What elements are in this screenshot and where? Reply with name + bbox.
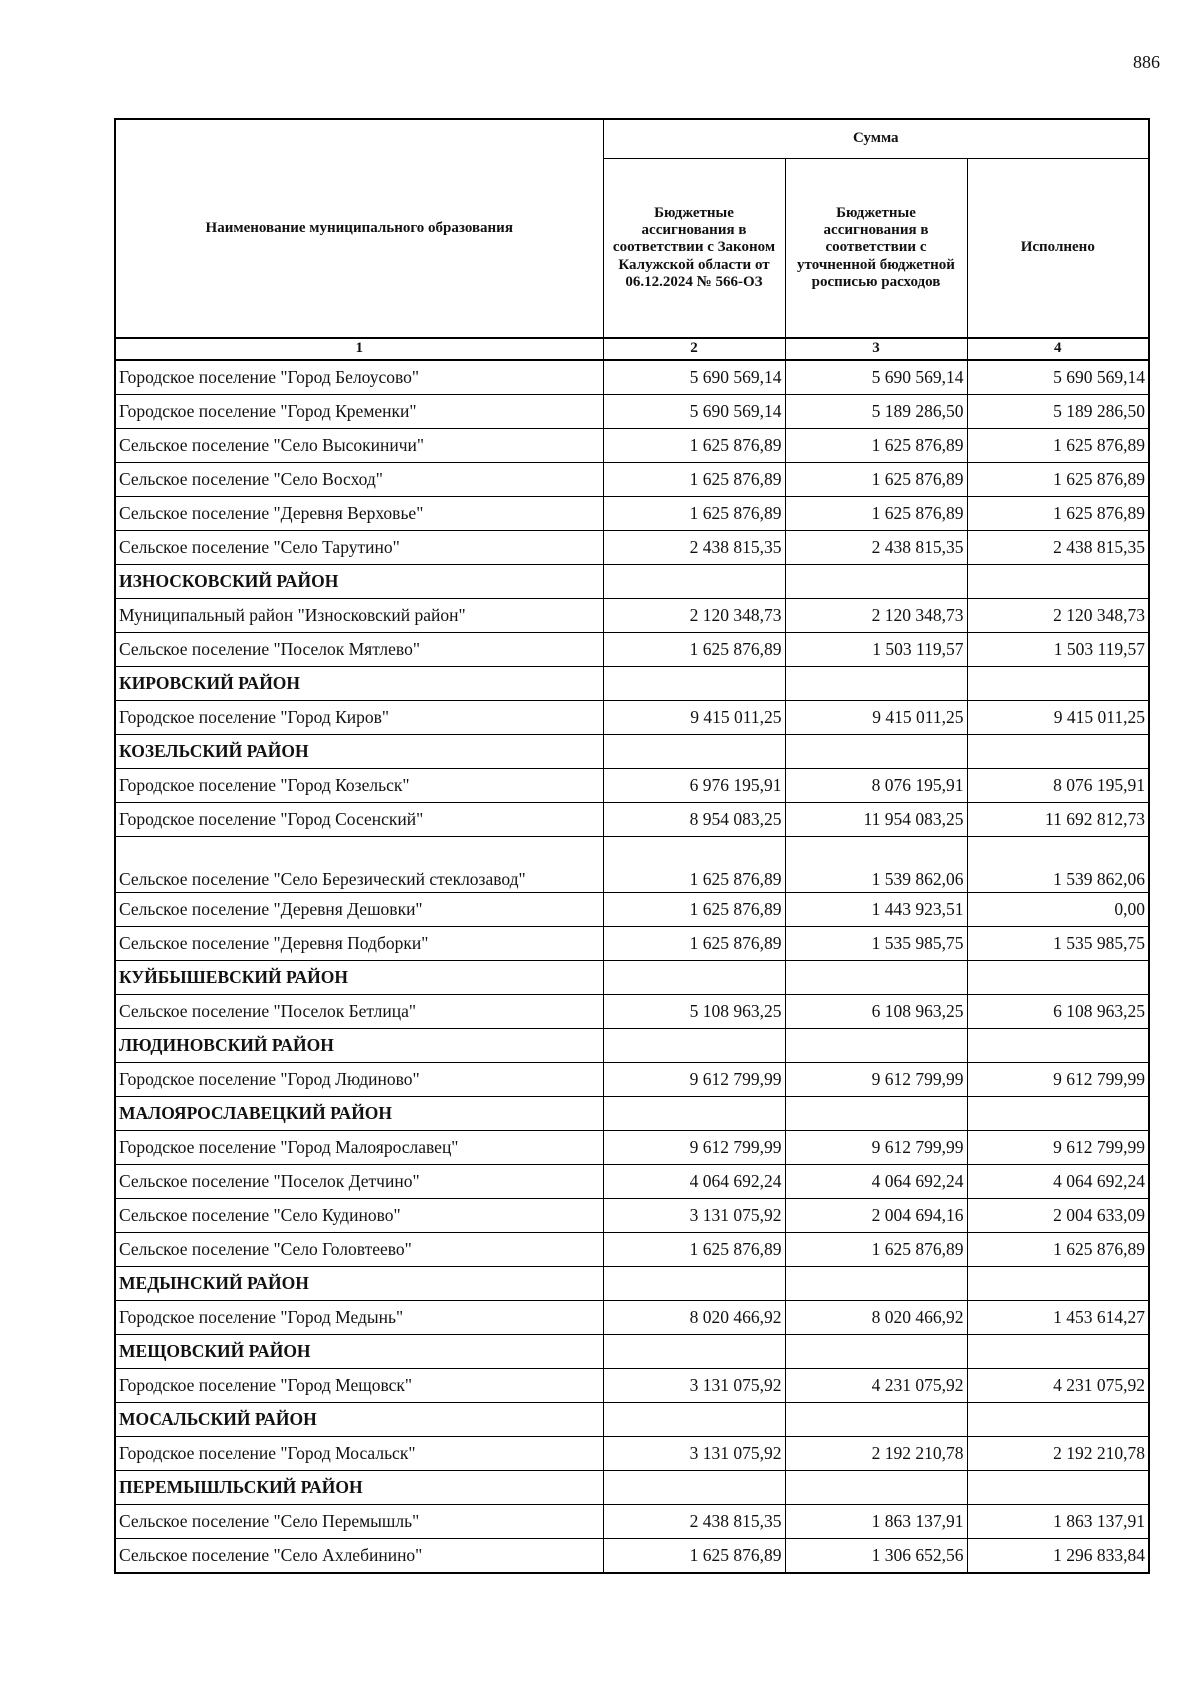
row-refined-amount: 1 625 876,89 xyxy=(785,497,967,531)
row-planned-amount: 9 612 799,99 xyxy=(603,1063,785,1097)
row-executed-amount: 1 503 119,57 xyxy=(967,633,1149,667)
row-executed-amount: 2 438 815,35 xyxy=(967,531,1149,565)
district-header-row xyxy=(115,1471,1149,1505)
table-row xyxy=(115,893,1149,927)
row-planned-amount: 3 131 075,92 xyxy=(603,1199,785,1233)
row-name: Сельское поселение "Поселок Бетлица" xyxy=(115,995,603,1029)
table-row xyxy=(115,633,1149,667)
row-refined-amount: 8 076 195,91 xyxy=(785,769,967,803)
row-refined-amount: 1 443 923,51 xyxy=(785,893,967,927)
row-planned-amount xyxy=(603,1403,785,1437)
row-executed-amount xyxy=(967,1029,1149,1063)
row-planned-amount: 6 976 195,91 xyxy=(603,769,785,803)
row-executed-amount: 1 863 137,91 xyxy=(967,1505,1149,1539)
table-row xyxy=(115,599,1149,633)
row-executed-amount xyxy=(967,1335,1149,1369)
row-executed-amount xyxy=(967,1403,1149,1437)
row-name: Городское поселение "Город Козельск" xyxy=(115,769,603,803)
row-refined-amount xyxy=(785,667,967,701)
row-refined-amount: 1 625 876,89 xyxy=(785,463,967,497)
row-executed-amount: 4 064 692,24 xyxy=(967,1165,1149,1199)
row-executed-amount xyxy=(967,961,1149,995)
column-number-2: 2 xyxy=(603,338,785,360)
row-name: Сельское поселение "Село Березический стеклозавод" xyxy=(115,837,603,893)
row-name: Муниципальный район "Износковский район" xyxy=(115,599,603,633)
row-planned-amount xyxy=(603,565,785,599)
table-row xyxy=(115,769,1149,803)
row-planned-amount xyxy=(603,1471,785,1505)
row-name: Сельское поселение "Поселок Мятлево" xyxy=(115,633,603,667)
row-planned-amount: 3 131 075,92 xyxy=(603,1369,785,1403)
table-row xyxy=(115,1063,1149,1097)
row-name: Городское поселение "Город Сосенский" xyxy=(115,803,603,837)
row-refined-amount: 1 863 137,91 xyxy=(785,1505,967,1539)
district-name: МАЛОЯРОСЛАВЕЦКИЙ РАЙОН xyxy=(115,1097,603,1131)
row-executed-amount xyxy=(967,667,1149,701)
row-refined-amount xyxy=(785,1335,967,1369)
row-executed-amount: 9 612 799,99 xyxy=(967,1131,1149,1165)
table-row xyxy=(115,1369,1149,1403)
table-row xyxy=(115,531,1149,565)
row-refined-amount xyxy=(785,1029,967,1063)
row-executed-amount: 0,00 xyxy=(967,893,1149,927)
row-executed-amount xyxy=(967,1471,1149,1505)
row-refined-amount: 1 625 876,89 xyxy=(785,429,967,463)
row-refined-amount: 9 612 799,99 xyxy=(785,1063,967,1097)
header-sum: Сумма xyxy=(603,119,1149,159)
row-planned-amount xyxy=(603,667,785,701)
row-name: Сельское поселение "Село Высокиничи" xyxy=(115,429,603,463)
table-row xyxy=(115,463,1149,497)
row-name: Сельское поселение "Село Головтеево" xyxy=(115,1233,603,1267)
row-executed-amount: 1 625 876,89 xyxy=(967,497,1149,531)
row-refined-amount: 9 415 011,25 xyxy=(785,701,967,735)
row-planned-amount: 8 020 466,92 xyxy=(603,1301,785,1335)
row-executed-amount: 5 690 569,14 xyxy=(967,360,1149,395)
row-executed-amount xyxy=(967,735,1149,769)
table-row xyxy=(115,1437,1149,1471)
district-name: КИРОВСКИЙ РАЙОН xyxy=(115,667,603,701)
row-refined-amount xyxy=(785,1267,967,1301)
row-executed-amount xyxy=(967,565,1149,599)
header-col4: Исполнено xyxy=(967,159,1149,339)
row-refined-amount: 1 535 985,75 xyxy=(785,927,967,961)
row-name: Городское поселение "Город Людиново" xyxy=(115,1063,603,1097)
row-name: Сельское поселение "Поселок Детчино" xyxy=(115,1165,603,1199)
table-row xyxy=(115,1199,1149,1233)
district-header-row xyxy=(115,1403,1149,1437)
row-name: Городское поселение "Город Мосальск" xyxy=(115,1437,603,1471)
row-refined-amount xyxy=(785,1097,967,1131)
table-row xyxy=(115,1301,1149,1335)
row-planned-amount: 5 690 569,14 xyxy=(603,360,785,395)
row-planned-amount xyxy=(603,1267,785,1301)
row-name: Сельское поселение "Село Кудиново" xyxy=(115,1199,603,1233)
row-name: Сельское поселение "Деревня Дешовки" xyxy=(115,893,603,927)
district-header-row xyxy=(115,1267,1149,1301)
table-row xyxy=(115,995,1149,1029)
row-planned-amount: 4 064 692,24 xyxy=(603,1165,785,1199)
row-refined-amount: 1 539 862,06 xyxy=(785,837,967,893)
row-planned-amount: 1 625 876,89 xyxy=(603,1539,785,1574)
row-planned-amount: 2 120 348,73 xyxy=(603,599,785,633)
district-name: КОЗЕЛЬСКИЙ РАЙОН xyxy=(115,735,603,769)
row-planned-amount xyxy=(603,1097,785,1131)
row-planned-amount: 2 438 815,35 xyxy=(603,531,785,565)
row-planned-amount: 1 625 876,89 xyxy=(603,497,785,531)
district-header-row xyxy=(115,667,1149,701)
district-header-row xyxy=(115,1029,1149,1063)
row-executed-amount xyxy=(967,1267,1149,1301)
row-name: Сельское поселение "Село Тарутино" xyxy=(115,531,603,565)
table-row xyxy=(115,1165,1149,1199)
row-planned-amount xyxy=(603,1029,785,1063)
row-executed-amount: 1 453 614,27 xyxy=(967,1301,1149,1335)
row-planned-amount: 9 415 011,25 xyxy=(603,701,785,735)
row-planned-amount: 3 131 075,92 xyxy=(603,1437,785,1471)
table-row xyxy=(115,927,1149,961)
row-refined-amount: 5 189 286,50 xyxy=(785,395,967,429)
row-name: Сельское поселение "Деревня Подборки" xyxy=(115,927,603,961)
district-header-row xyxy=(115,565,1149,599)
row-planned-amount: 1 625 876,89 xyxy=(603,633,785,667)
district-name: МЕДЫНСКИЙ РАЙОН xyxy=(115,1267,603,1301)
table-row xyxy=(115,497,1149,531)
row-executed-amount: 2 192 210,78 xyxy=(967,1437,1149,1471)
row-refined-amount: 11 954 083,25 xyxy=(785,803,967,837)
row-executed-amount: 9 612 799,99 xyxy=(967,1063,1149,1097)
district-header-row xyxy=(115,1335,1149,1369)
header-name-column: Наименование муниципального образования xyxy=(115,119,603,338)
row-refined-amount xyxy=(785,565,967,599)
table-header xyxy=(115,119,1149,360)
row-executed-amount: 8 076 195,91 xyxy=(967,769,1149,803)
district-name: ПЕРЕМЫШЛЬСКИЙ РАЙОН xyxy=(115,1471,603,1505)
row-planned-amount xyxy=(603,961,785,995)
row-planned-amount: 1 625 876,89 xyxy=(603,893,785,927)
row-planned-amount: 2 438 815,35 xyxy=(603,1505,785,1539)
row-refined-amount: 4 064 692,24 xyxy=(785,1165,967,1199)
row-name: Городское поселение "Город Малоярославец" xyxy=(115,1131,603,1165)
table-row xyxy=(115,360,1149,395)
district-name: МЕЩОВСКИЙ РАЙОН xyxy=(115,1335,603,1369)
table-row xyxy=(115,1505,1149,1539)
row-executed-amount: 2 120 348,73 xyxy=(967,599,1149,633)
district-header-row xyxy=(115,735,1149,769)
table-row xyxy=(115,803,1149,837)
row-refined-amount: 1 503 119,57 xyxy=(785,633,967,667)
row-planned-amount: 9 612 799,99 xyxy=(603,1131,785,1165)
row-refined-amount: 4 231 075,92 xyxy=(785,1369,967,1403)
row-executed-amount: 6 108 963,25 xyxy=(967,995,1149,1029)
row-executed-amount: 1 296 833,84 xyxy=(967,1539,1149,1574)
row-name: Сельское поселение "Село Перемышль" xyxy=(115,1505,603,1539)
row-name: Городское поселение "Город Киров" xyxy=(115,701,603,735)
table-row xyxy=(115,837,1149,893)
row-executed-amount xyxy=(967,1097,1149,1131)
row-refined-amount xyxy=(785,961,967,995)
row-refined-amount: 8 020 466,92 xyxy=(785,1301,967,1335)
table-body xyxy=(115,360,1149,1573)
row-refined-amount: 2 120 348,73 xyxy=(785,599,967,633)
district-name: КУЙБЫШЕВСКИЙ РАЙОН xyxy=(115,961,603,995)
row-refined-amount: 2 192 210,78 xyxy=(785,1437,967,1471)
table-row xyxy=(115,1539,1149,1574)
row-planned-amount: 1 625 876,89 xyxy=(603,463,785,497)
row-refined-amount xyxy=(785,735,967,769)
district-name: ЛЮДИНОВСКИЙ РАЙОН xyxy=(115,1029,603,1063)
row-executed-amount: 1 625 876,89 xyxy=(967,1233,1149,1267)
header-col2: Бюджетные ассигнования в соответствии с Законом Калужской области от 06.12.2024 № 566-ОЗ xyxy=(603,159,785,339)
header-col3: Бюджетные ассигнования в соответствии с уточненной бюджетной росписью расходов xyxy=(785,159,967,339)
table-row xyxy=(115,1131,1149,1165)
row-refined-amount xyxy=(785,1471,967,1505)
row-executed-amount: 1 539 862,06 xyxy=(967,837,1149,893)
row-refined-amount: 2 438 815,35 xyxy=(785,531,967,565)
row-name: Сельское поселение "Село Восход" xyxy=(115,463,603,497)
row-refined-amount: 6 108 963,25 xyxy=(785,995,967,1029)
row-refined-amount: 1 306 652,56 xyxy=(785,1539,967,1574)
row-name: Городское поселение "Город Кременки" xyxy=(115,395,603,429)
district-name: ИЗНОСКОВСКИЙ РАЙОН xyxy=(115,565,603,599)
row-name: Городское поселение "Город Белоусово" xyxy=(115,360,603,395)
column-number-4: 4 xyxy=(967,338,1149,360)
row-executed-amount: 2 004 633,09 xyxy=(967,1199,1149,1233)
row-executed-amount: 5 189 286,50 xyxy=(967,395,1149,429)
row-planned-amount: 1 625 876,89 xyxy=(603,1233,785,1267)
row-planned-amount xyxy=(603,1335,785,1369)
row-executed-amount: 4 231 075,92 xyxy=(967,1369,1149,1403)
row-name: Сельское поселение "Деревня Верховье" xyxy=(115,497,603,531)
column-number-3: 3 xyxy=(785,338,967,360)
row-planned-amount: 1 625 876,89 xyxy=(603,927,785,961)
row-refined-amount: 9 612 799,99 xyxy=(785,1131,967,1165)
row-executed-amount: 11 692 812,73 xyxy=(967,803,1149,837)
table-row xyxy=(115,395,1149,429)
row-executed-amount: 1 625 876,89 xyxy=(967,463,1149,497)
column-number-1: 1 xyxy=(115,338,603,360)
row-name: Городское поселение "Город Медынь" xyxy=(115,1301,603,1335)
row-name: Сельское поселение "Село Ахлебинино" xyxy=(115,1539,603,1574)
page-number: 886 xyxy=(1133,52,1160,72)
row-name: Городское поселение "Город Мещовск" xyxy=(115,1369,603,1403)
row-planned-amount xyxy=(603,735,785,769)
row-planned-amount: 5 108 963,25 xyxy=(603,995,785,1029)
table-row xyxy=(115,429,1149,463)
district-header-row xyxy=(115,961,1149,995)
row-refined-amount xyxy=(785,1403,967,1437)
row-executed-amount: 1 625 876,89 xyxy=(967,429,1149,463)
row-executed-amount: 9 415 011,25 xyxy=(967,701,1149,735)
row-refined-amount: 2 004 694,16 xyxy=(785,1199,967,1233)
row-planned-amount: 1 625 876,89 xyxy=(603,429,785,463)
row-planned-amount: 8 954 083,25 xyxy=(603,803,785,837)
row-planned-amount: 1 625 876,89 xyxy=(603,837,785,893)
row-executed-amount: 1 535 985,75 xyxy=(967,927,1149,961)
row-planned-amount: 5 690 569,14 xyxy=(603,395,785,429)
district-header-row xyxy=(115,1097,1149,1131)
district-name: МОСАЛЬСКИЙ РАЙОН xyxy=(115,1403,603,1437)
table-row xyxy=(115,1233,1149,1267)
row-refined-amount: 1 625 876,89 xyxy=(785,1233,967,1267)
budget-table xyxy=(114,118,1150,1574)
row-refined-amount: 5 690 569,14 xyxy=(785,360,967,395)
table-row xyxy=(115,701,1149,735)
